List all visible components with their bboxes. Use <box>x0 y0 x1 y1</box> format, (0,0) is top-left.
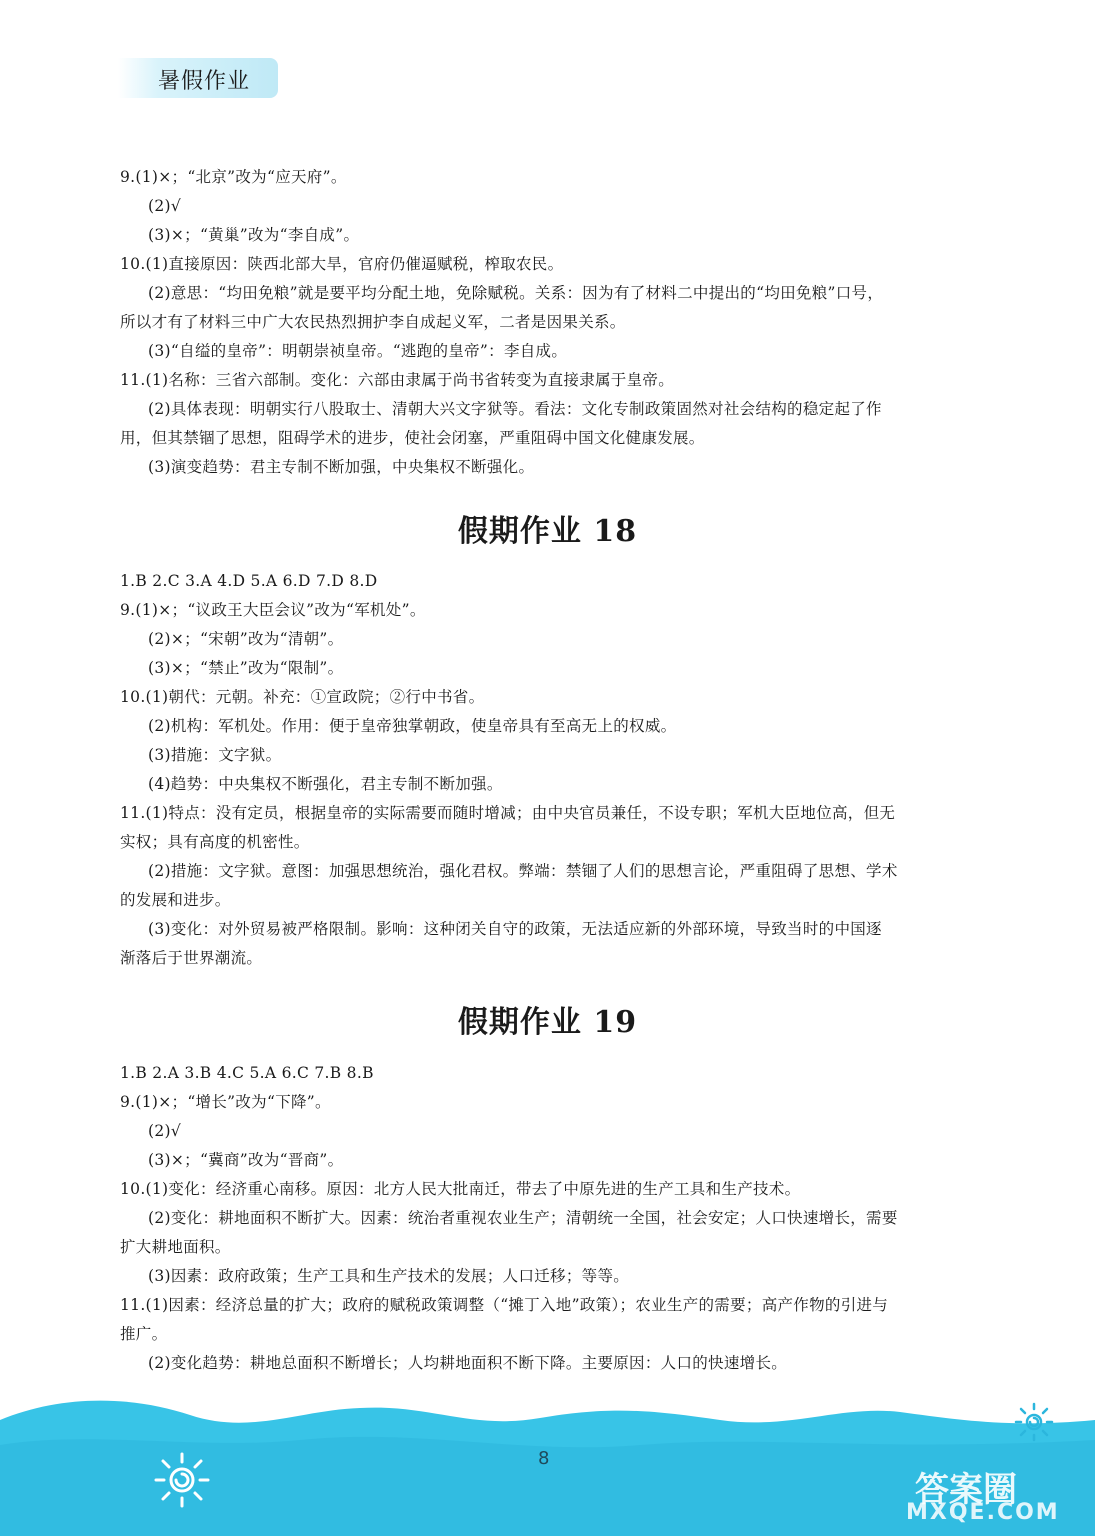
section-18-title: 假期作业 18 <box>457 514 638 549</box>
s17-line-2: (2)√ <box>148 197 182 215</box>
s19-line-8: (3)因素：政府政策；生产工具和生产技术的发展；人口迁移；等等。 <box>148 1267 630 1285</box>
s19-line-9: 11.(1)因素：经济总量的扩大；政府的赋税政策调整（“摊丁入地”政策）；农业生产的需要；高产作物的引进与 <box>120 1296 889 1314</box>
s19-line-4: (3)×；“冀商”改为“晋商”。 <box>148 1151 344 1169</box>
s19-line-5: 10.(1)变化：经济重心南移。原因：北方人民大批南迁，带去了中原先进的生产工具和生产技术。 <box>120 1180 801 1198</box>
s18-line-1: 1.B 2.C 3.A 4.D 5.A 6.D 7.D 8.D <box>120 572 378 590</box>
s17-line-4: 10.(1)直接原因：陕西北部大旱，官府仍催逼赋税，榨取农民。 <box>120 255 564 273</box>
s18-line-8: (4)趋势：中央集权不断强化，君主专制不断加强。 <box>148 775 503 793</box>
s17-line-10: 用，但其禁锢了思想，阻碍学术的进步，使社会闭塞，严重阻碍中国文化健康发展。 <box>120 429 705 447</box>
sun-icon <box>150 1448 214 1512</box>
s17-line-3: (3)×；“黄巢”改为“李自成”。 <box>148 226 360 244</box>
s17-line-8: 11.(1)名称：三省六部制。变化：六部由隶属于尚书省转变为直接隶属于皇帝。 <box>120 371 675 389</box>
s19-line-3: (2)√ <box>148 1122 182 1140</box>
s19-line-10: 推广。 <box>120 1325 168 1343</box>
s19-line-1: 1.B 2.A 3.B 4.C 5.A 6.C 7.B 8.B <box>120 1064 374 1082</box>
s18-line-6: (2)机构：军机处。作用：便于皇帝独掌朝政，使皇帝具有至高无上的权威。 <box>148 717 677 735</box>
watermark-url: MXQE.COM <box>906 1500 1060 1525</box>
s19-line-11: (2)变化趋势：耕地总面积不断增长；人均耕地面积不断下降。主要原因：人口的快速增长。 <box>148 1354 788 1372</box>
s17-line-5: (2)意思：“均田免粮”就是要平均分配土地，免除赋税。关系：因为有了材料二中提出的“均田免粮”口号， <box>148 284 884 302</box>
section-19-title: 假期作业 19 <box>457 1005 638 1040</box>
header-title: 暑假作业 <box>158 69 251 94</box>
s17-line-9: (2)具体表现：明朝实行八股取士、清朝大兴文字狱等。看法：文化专制政策固然对社会结构的稳定起了作 <box>148 400 882 418</box>
s18-line-13: (3)变化：对外贸易被严格限制。影响：这种闭关自守的政策，无法适应新的外部环境，导致当时的中国逐 <box>148 920 882 938</box>
s18-line-9: 11.(1)特点：没有定员，根据皇帝的实际需要而随时增减；由中央官员兼任，不设专职；军机大臣地位高，但无 <box>120 804 896 822</box>
s17-line-11: (3)演变趋势：君主专制不断加强，中央集权不断强化。 <box>148 458 535 476</box>
s18-line-2: 9.(1)×；“议政王大臣会议”改为“军机处”。 <box>120 601 426 619</box>
page-number: 8 <box>538 1448 550 1469</box>
s17-line-7: (3)“自缢的皇帝”：明朝崇祯皇帝。“逃跑的皇帝”：李自成。 <box>148 342 568 360</box>
s18-line-5: 10.(1)朝代：元朝。补充：①宣政院；②行中书省。 <box>120 688 485 706</box>
s18-line-10: 实权；具有高度的机密性。 <box>120 833 310 851</box>
small-sun-icon <box>1012 1400 1056 1444</box>
s18-line-3: (2)×；“宋朝”改为“清朝”。 <box>148 630 344 648</box>
s18-line-14: 渐落后于世界潮流。 <box>120 949 263 967</box>
s18-line-4: (3)×；“禁止”改为“限制”。 <box>148 659 344 677</box>
s19-line-6: (2)变化：耕地面积不断扩大。因素：统治者重视农业生产；清朝统一全国，社会安定；人口快速增长，需要 <box>148 1209 898 1227</box>
s17-line-6: 所以才有了材料三中广大农民热烈拥护李自成起义军，二者是因果关系。 <box>120 313 626 331</box>
s19-line-7: 扩大耕地面积。 <box>120 1238 231 1256</box>
s19-line-2: 9.(1)×；“增长”改为“下降”。 <box>120 1093 331 1111</box>
s18-line-7: (3)措施：文字狱。 <box>148 746 282 764</box>
watermark-logo-text: 答案圈 <box>915 1470 1017 1510</box>
s18-line-12: 的发展和进步。 <box>120 891 231 909</box>
s18-line-11: (2)措施：文字狱。意图：加强思想统治，强化君权。弊端：禁锢了人们的思想言论，严重阻碍了思想、学术 <box>148 862 898 880</box>
s17-line-1: 9.(1)×；“北京”改为“应天府”。 <box>120 168 347 186</box>
